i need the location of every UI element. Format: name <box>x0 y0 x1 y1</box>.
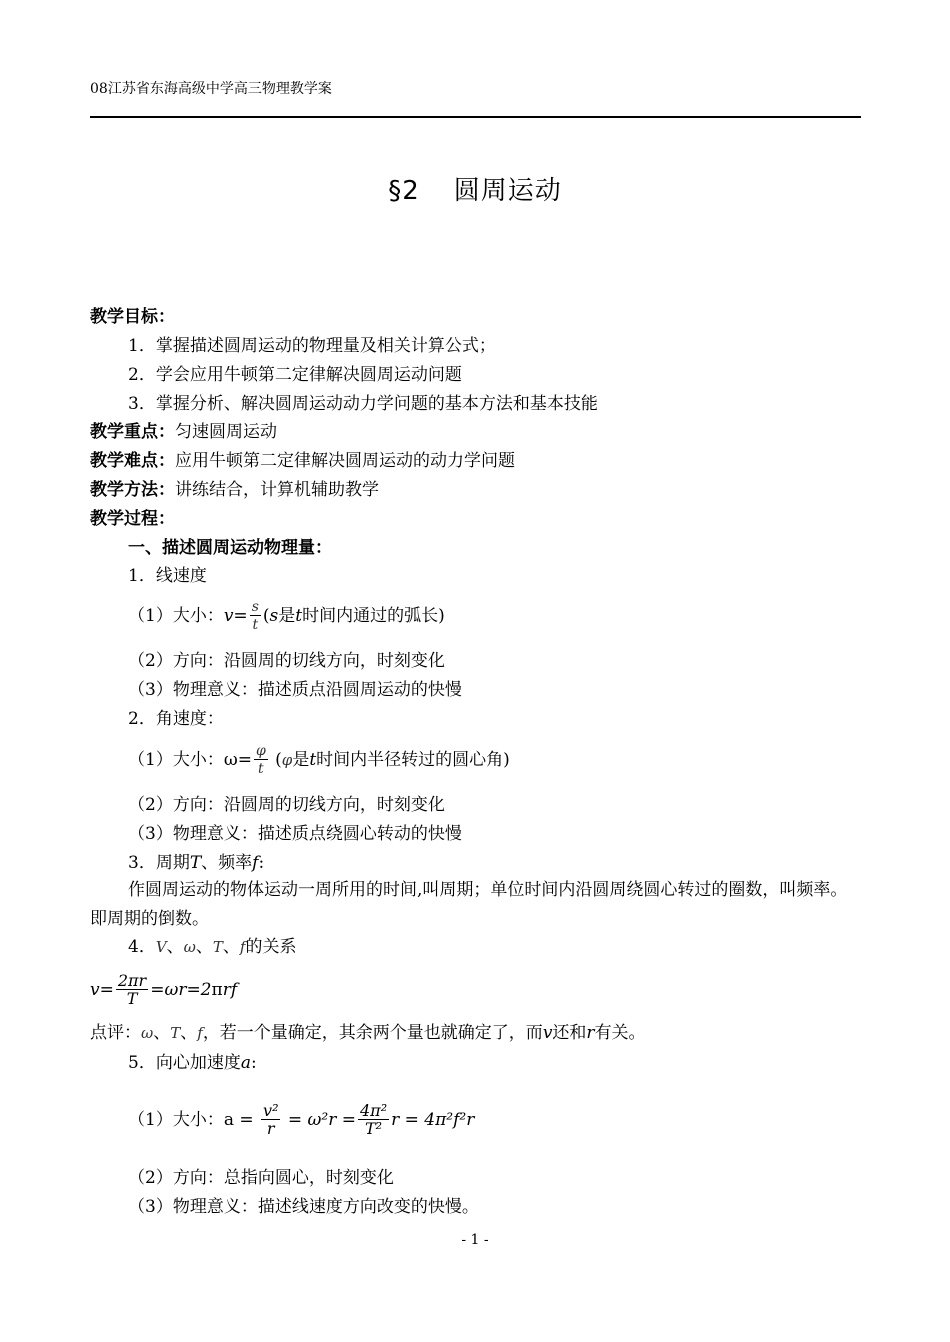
heading-text: 、频率 <box>201 853 253 873</box>
accel-formula <box>128 1098 474 1142</box>
linear-size-line <box>128 596 445 636</box>
fraction-denominator: T² <box>358 1119 389 1138</box>
formula-part: r <box>391 1110 400 1130</box>
formula-part: = <box>341 1110 356 1130</box>
page-number: - 1 - <box>461 1232 489 1248</box>
comment-line <box>90 1022 646 1044</box>
page-title <box>0 170 950 207</box>
fraction-denominator: t <box>250 615 261 634</box>
difficulty <box>90 450 515 472</box>
note-var: t <box>295 606 303 626</box>
linear-direction: （2）方向：沿圆周的切线方向，时刻变化 <box>128 651 445 671</box>
goal-item: 2．学会应用牛顿第二定律解决圆周运动问题 <box>128 365 462 385</box>
fraction-denominator: t <box>254 759 268 778</box>
accel-fraction-1 <box>261 1103 280 1138</box>
angular-size-line <box>128 740 510 780</box>
accel-meaning: （3）物理意义：描述线速度方向改变的快慢。 <box>128 1197 479 1217</box>
comment-text: ，若一个量确定，其余两个量也就确定了，而 <box>202 1023 543 1043</box>
heading-text: 的关系 <box>245 937 297 957</box>
accel-fraction-2 <box>358 1103 389 1138</box>
var-r: r <box>586 1023 595 1043</box>
note-paren: ( <box>275 750 282 770</box>
note-text: 是 <box>292 750 310 770</box>
formula-part: = 4π²f²r <box>404 1110 475 1130</box>
comment-label: 点评： <box>90 1023 141 1043</box>
linear-heading: 1．线速度 <box>128 566 207 586</box>
var-f: f <box>197 1024 203 1042</box>
difficulty-text: 应用牛顿第二定律解决圆周运动的动力学问题 <box>175 451 515 471</box>
key-point-label: 教学重点： <box>90 422 175 442</box>
method-text: 讲练结合，计算机辅助教学 <box>175 480 379 500</box>
note-var: s <box>269 606 279 626</box>
relation-fraction <box>116 973 148 1008</box>
var-omega: ω <box>183 938 196 956</box>
formula-part: = ω²r <box>287 1110 337 1130</box>
formula-part: r=2 <box>178 980 212 1000</box>
formula-part: =ω <box>150 980 179 1000</box>
angular-heading: 2．角速度： <box>128 709 224 729</box>
fraction-numerator: s <box>251 599 259 615</box>
sep: 、 <box>166 937 184 957</box>
process-label: 教学过程： <box>90 509 175 529</box>
formula-lhs: v= <box>90 980 114 1000</box>
fraction-numerator: 2πr <box>117 971 147 990</box>
fraction-denominator: r <box>261 1119 280 1138</box>
angular-direction: （2）方向：沿圆周的切线方向，时刻变化 <box>128 795 445 815</box>
heading-text: : <box>250 1053 257 1073</box>
heading-text: 4． <box>128 937 156 957</box>
goals-label: 教学目标： <box>90 307 175 327</box>
method-label: 教学方法： <box>90 480 175 500</box>
linear-formula-lhs: v= <box>223 606 248 626</box>
angular-formula-lhs: ω= <box>223 750 252 770</box>
angular-meaning: （3）物理意义：描述质点绕圆心转动的快慢 <box>128 824 462 844</box>
sep: 、 <box>180 1023 198 1043</box>
sep: 、 <box>195 937 213 957</box>
angular-size-label: （1）大小： <box>128 750 224 770</box>
var-a: a <box>240 1053 251 1073</box>
key-point <box>90 421 277 443</box>
linear-size-label: （1）大小： <box>128 606 224 626</box>
relation-formula <box>90 970 237 1010</box>
fraction-numerator: 4π² <box>360 1101 388 1120</box>
fraction-numerator: v² <box>263 1101 279 1120</box>
note-var: φ <box>281 751 293 769</box>
page-header: 08江苏省东海高级中学高三物理教学案 <box>90 81 332 97</box>
note-paren: ( <box>262 606 270 626</box>
fraction-numerator: φ <box>255 743 266 759</box>
var-T: T <box>212 938 223 956</box>
goal-item: 3．掌握分析、解决圆周运动动力学问题的基本方法和基本技能 <box>128 394 598 414</box>
linear-fraction <box>250 599 261 634</box>
key-point-text: 匀速圆周运动 <box>175 422 277 442</box>
period-paragraph: 作圆周运动的物体运动一周所用的时间,叫周期；单位时间内沿圆周绕圆心转过的圈数，叫频率。即周期的倒数。 <box>90 880 848 929</box>
var-v: v <box>542 1023 553 1043</box>
note-text: 时间内半径转过的圆心角) <box>316 750 510 770</box>
note-text: 时间内通过的弧长) <box>302 606 445 626</box>
formula-pi: π <box>211 980 223 1000</box>
sep: 、 <box>153 1023 171 1043</box>
formula-lhs: a = <box>223 1110 254 1130</box>
comment-text: 有关。 <box>594 1023 646 1043</box>
heading-text: : <box>258 853 265 873</box>
heading-text: 3．周期 <box>128 853 190 873</box>
note-text: 是 <box>278 606 296 626</box>
var-T: T <box>189 853 202 873</box>
difficulty-label: 教学难点： <box>90 451 175 471</box>
var-f: f <box>239 938 246 956</box>
sep: 、 <box>222 937 240 957</box>
section-heading: 一、描述圆周运动物理量： <box>128 538 332 558</box>
period-heading <box>128 852 264 874</box>
note-var: t <box>309 750 317 770</box>
section-number: §2 <box>388 176 420 206</box>
goal-item: 1．掌握描述圆周运动的物理量及相关计算公式； <box>128 336 496 356</box>
var-T: T <box>170 1024 181 1042</box>
formula-part: rf <box>222 980 238 1000</box>
heading-text: 5．向心加速度 <box>128 1053 241 1073</box>
var-v: V <box>155 938 167 956</box>
angular-fraction <box>254 743 268 778</box>
accel-heading <box>128 1052 257 1074</box>
method <box>90 479 379 501</box>
accel-size-label: （1）大小： <box>128 1110 224 1130</box>
comment-text: 还和 <box>552 1023 587 1043</box>
header-rule <box>90 116 861 118</box>
fraction-denominator: T <box>116 989 148 1008</box>
accel-direction: （2）方向：总指向圆心，时刻变化 <box>128 1168 394 1188</box>
relation-heading <box>128 936 296 958</box>
var-omega: ω <box>141 1024 154 1042</box>
linear-meaning: （3）物理意义：描述质点沿圆周运动的快慢 <box>128 680 462 700</box>
var-f: f <box>252 853 259 873</box>
title-text: 圆周运动 <box>453 176 562 206</box>
